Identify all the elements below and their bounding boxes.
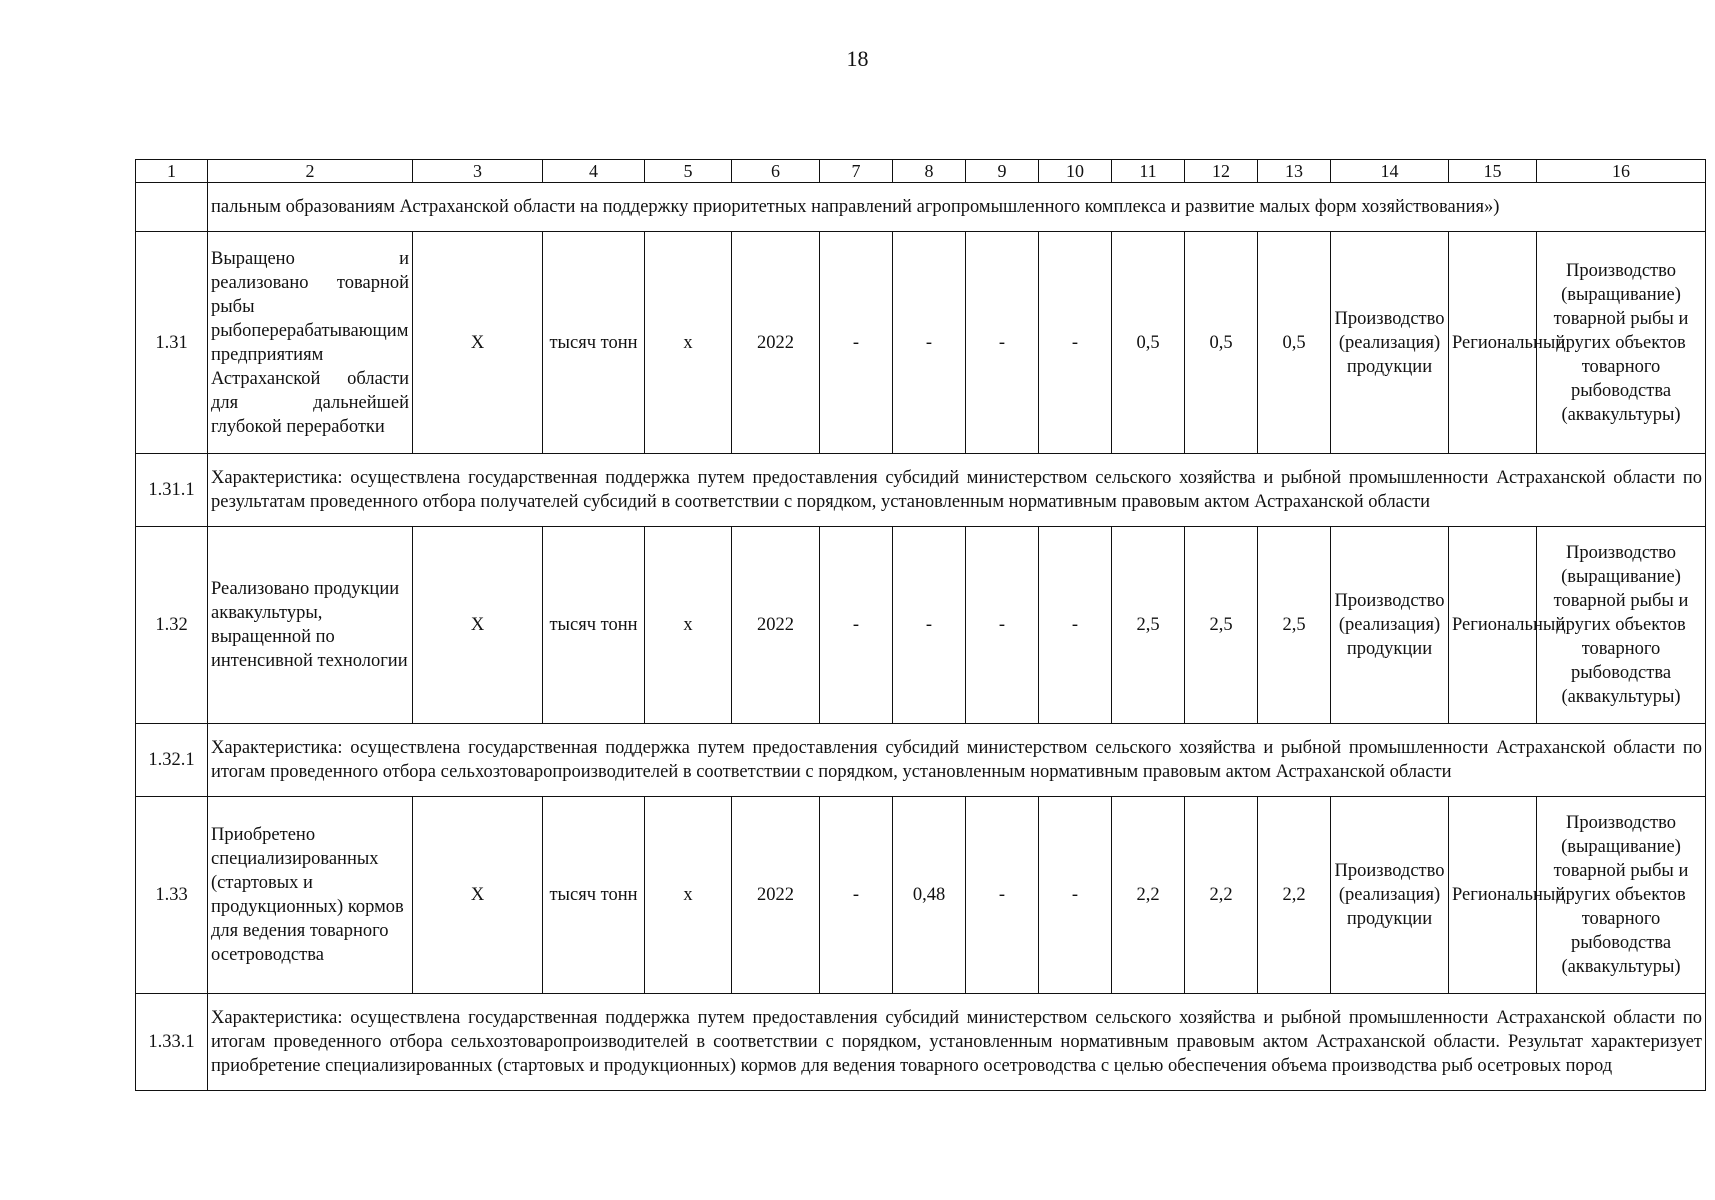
- header-cell: 3: [413, 160, 543, 183]
- col3-value: Х: [413, 797, 543, 994]
- row-number: 1.33.1: [136, 994, 208, 1091]
- row-number: 1.31: [136, 232, 208, 454]
- header-cell: 6: [732, 160, 820, 183]
- value-col9: -: [966, 527, 1039, 724]
- value-col10: -: [1039, 527, 1112, 724]
- indicator-type: Производство (реализация) продукции: [1331, 232, 1449, 454]
- unit: тысяч тонн: [543, 797, 645, 994]
- value-col9: -: [966, 232, 1039, 454]
- characteristic-text: Характеристика: осуществлена государственная поддержка путем предоставления субсидий министерством сельского хозяйства и рыбной промышленности Астраханской области по итогам проведенного отбора сельхозтоваропроизводителей в соответствии с порядком, установленным нормативным правовым актом Астраханской области: [208, 724, 1706, 797]
- value-col11: 0,5: [1112, 232, 1185, 454]
- value-col7: -: [820, 797, 893, 994]
- value-col8: 0,48: [893, 797, 966, 994]
- value-col12: 2,5: [1185, 527, 1258, 724]
- note-row: [136, 994, 1706, 1091]
- empty-cell: [136, 183, 208, 232]
- value-col10: -: [1039, 797, 1112, 994]
- indicator-level: Региональный: [1449, 527, 1537, 724]
- value-col13: 2,5: [1258, 527, 1331, 724]
- note-row: [136, 724, 1706, 797]
- table-row: [136, 797, 1706, 994]
- col3-value: Х: [413, 527, 543, 724]
- header-cell: 12: [1185, 160, 1258, 183]
- indicator-level: Региональный: [1449, 232, 1537, 454]
- indicator-name: Приобретено специализированных (стартовых и продукционных) кормов для ведения товарного осетроводства: [208, 797, 413, 994]
- indicator-level: Региональный: [1449, 797, 1537, 994]
- indicator-type: Производство (реализация) продукции: [1331, 797, 1449, 994]
- header-cell: 16: [1537, 160, 1706, 183]
- value-col12: 0,5: [1185, 232, 1258, 454]
- unit: тысяч тонн: [543, 527, 645, 724]
- base-year: 2022: [732, 797, 820, 994]
- header-cell: 7: [820, 160, 893, 183]
- col5-value: х: [645, 797, 732, 994]
- value-col9: -: [966, 797, 1039, 994]
- col5-value: х: [645, 527, 732, 724]
- value-col11: 2,2: [1112, 797, 1185, 994]
- okved-activity: Производство (выращивание) товарной рыбы и других объектов товарного рыбоводства (аквакультуры): [1537, 797, 1706, 994]
- header-cell: 14: [1331, 160, 1449, 183]
- value-col8: -: [893, 232, 966, 454]
- header-cell: 11: [1112, 160, 1185, 183]
- header-cell: 2: [208, 160, 413, 183]
- value-col10: -: [1039, 232, 1112, 454]
- header-cell: 8: [893, 160, 966, 183]
- okved-activity: Производство (выращивание) товарной рыбы и других объектов товарного рыбоводства (аквакультуры): [1537, 527, 1706, 724]
- value-col13: 2,2: [1258, 797, 1331, 994]
- header-row: [136, 160, 1706, 183]
- indicator-name: Выращено и реализовано товарной рыбы рыбоперерабатывающим предприятиям Астраханской области для дальнейшей глубокой переработки: [208, 232, 413, 454]
- header-cell: 10: [1039, 160, 1112, 183]
- okved-activity: Производство (выращивание) товарной рыбы и других объектов товарного рыбоводства (аквакультуры): [1537, 232, 1706, 454]
- value-col7: -: [820, 232, 893, 454]
- header-cell: 15: [1449, 160, 1537, 183]
- value-col11: 2,5: [1112, 527, 1185, 724]
- value-col7: -: [820, 527, 893, 724]
- continuation-row: [136, 183, 1706, 232]
- header-cell: 5: [645, 160, 732, 183]
- table-row: [136, 232, 1706, 454]
- row-number: 1.31.1: [136, 454, 208, 527]
- page-number: 18: [846, 46, 869, 71]
- indicator-name: Реализовано продукции аквакультуры, выращенной по интенсивной технологии: [208, 527, 413, 724]
- row-number: 1.33: [136, 797, 208, 994]
- unit: тысяч тонн: [543, 232, 645, 454]
- continuation-text: пальным образованиям Астраханской области на поддержку приоритетных направлений агропромышленного комплекса и развитие малых форм хозяйствования»): [208, 183, 1706, 232]
- row-number: 1.32.1: [136, 724, 208, 797]
- table-row: [136, 527, 1706, 724]
- header-cell: 1: [136, 160, 208, 183]
- characteristic-text: Характеристика: осуществлена государственная поддержка путем предоставления субсидий министерством сельского хозяйства и рыбной промышленности Астраханской области по итогам проведенного отбора сельхозтоваропроизводителей в соответствии с порядком, установленным нормативным правовым актом Астраханской области. Результат характеризует приобретение специализированных (стартовых и продукционных) кормов для ведения товарного осетроводства с целью обеспечения объема производства рыб осетровых пород: [208, 994, 1706, 1091]
- indicator-type: Производство (реализация) продукции: [1331, 527, 1449, 724]
- row-number: 1.32: [136, 527, 208, 724]
- results-table: [135, 159, 1706, 1091]
- header-cell: 9: [966, 160, 1039, 183]
- characteristic-text: Характеристика: осуществлена государственная поддержка путем предоставления субсидий министерством сельского хозяйства и рыбной промышленности Астраханской области по результатам проведенного отбора получателей субсидий в соответствии с порядком, установленным нормативным правовым актом Астраханской области: [208, 454, 1706, 527]
- base-year: 2022: [732, 527, 820, 724]
- value-col8: -: [893, 527, 966, 724]
- base-year: 2022: [732, 232, 820, 454]
- note-row: [136, 454, 1706, 527]
- value-col12: 2,2: [1185, 797, 1258, 994]
- value-col13: 0,5: [1258, 232, 1331, 454]
- col5-value: х: [645, 232, 732, 454]
- col3-value: Х: [413, 232, 543, 454]
- header-cell: 13: [1258, 160, 1331, 183]
- header-cell: 4: [543, 160, 645, 183]
